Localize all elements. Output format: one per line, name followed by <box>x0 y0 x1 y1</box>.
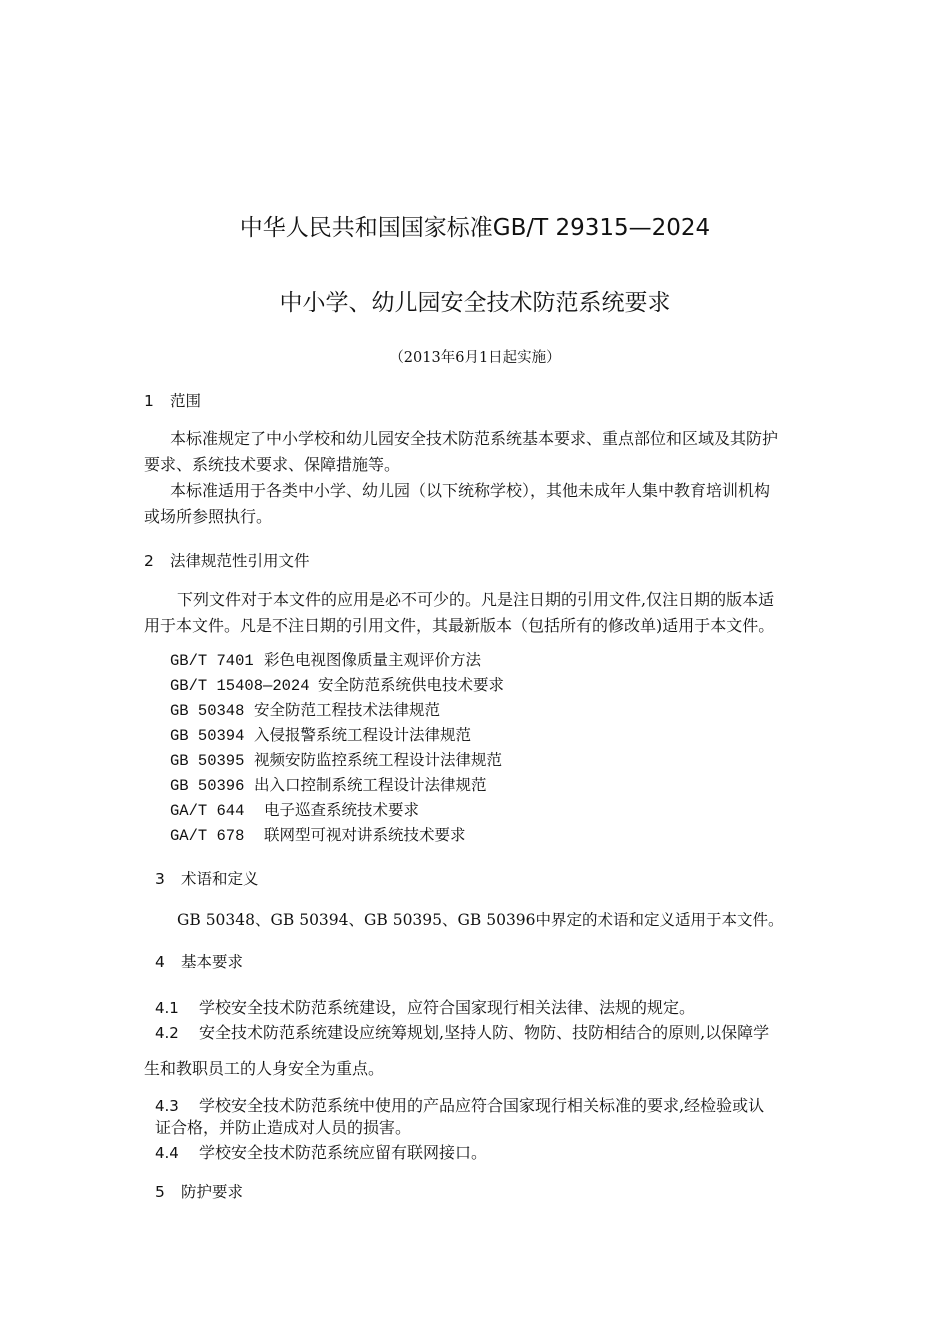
reference-item <box>170 648 481 670</box>
clause-text: 学校安全技术防范系统中使用的产品应符合国家现行相关标准的要求,经检验或认 <box>199 1096 765 1115</box>
clause-text: 学校安全技术防范系统建设，应符合国家现行相关法律、法规的规定。 <box>199 998 696 1017</box>
clause-text: 安全技术防范系统建设应统筹规划,坚持人防、物防、技防相结合的原则,以保障学 <box>199 1023 770 1042</box>
terms-definitions-text: GB 50348、GB 50394、GB 50395、GB 50396中界定的术语和定义适用于本文件。 <box>177 911 784 929</box>
reference-title: 安全防范系统供电技术要求 <box>318 676 505 694</box>
scope-paragraph-2 <box>144 478 809 530</box>
section-number: 5 <box>155 1183 165 1201</box>
paragraph-line: 本标准规定了中小学校和幼儿园安全技术防范系统基本要求、重点部位和区域及其防护 <box>170 429 779 448</box>
reference-item <box>170 748 502 770</box>
reference-title: 电子巡查系统技术要求 <box>264 801 420 819</box>
document-subtitle: 中小学、幼儿园安全技术防范系统要求 <box>279 290 671 316</box>
section-title: 法律规范性引用文件 <box>170 552 310 570</box>
effective-date: （2013年6月1日起实施） <box>389 350 561 366</box>
reference-title: 入侵报警系统工程设计法律规范 <box>254 726 472 744</box>
paragraph-line: 本标准适用于各类中小学、幼儿园（以下统称学校），其他未成年人集中教育培训机构 <box>170 481 771 500</box>
clause-number: 4.2 <box>155 1024 179 1042</box>
section-number: 1 <box>144 392 154 410</box>
reference-code: GB/T 15408—2024 <box>170 677 310 695</box>
section-heading-2 <box>144 549 310 571</box>
clause-4-3-continuation: 证合格，并防止造成对人员的损害。 <box>155 1118 412 1137</box>
section-heading-5 <box>155 1180 243 1202</box>
reference-item <box>170 723 471 745</box>
reference-item <box>170 798 419 820</box>
reference-code: GB/T 7401 <box>170 652 254 670</box>
section-title: 范围 <box>170 392 202 410</box>
section-heading-1 <box>144 389 201 411</box>
paragraph-line: 用于本文件。凡是不注日期的引用文件，其最新版本（包括所有的修改单)适用于本文件。 <box>144 616 775 635</box>
section-heading-3 <box>155 867 259 889</box>
reference-title: 出入口控制系统工程设计法律规范 <box>254 776 487 794</box>
clause-4-4 <box>155 1140 487 1163</box>
reference-title: 彩色电视图像质量主观评价方法 <box>264 651 482 669</box>
clause-number: 4.4 <box>155 1144 179 1162</box>
section-number: 3 <box>155 870 165 888</box>
scope-paragraph-1 <box>144 426 809 478</box>
section-heading-4 <box>155 950 243 972</box>
clause-number: 4.3 <box>155 1097 179 1115</box>
reference-item <box>170 773 487 795</box>
clause-text: 学校安全技术防范系统应留有联网接口。 <box>199 1143 488 1162</box>
paragraph-line: 要求、系统技术要求、保障措施等。 <box>144 455 401 474</box>
reference-code: GA/T 644 <box>170 802 245 820</box>
reference-item <box>170 823 466 845</box>
section-title: 基本要求 <box>181 953 244 971</box>
reference-item <box>170 673 504 695</box>
section-number: 4 <box>155 953 165 971</box>
reference-item <box>170 698 440 720</box>
clause-4-2-continuation: 生和教职员工的人身安全为重点。 <box>144 1059 385 1078</box>
reference-title: 视频安防监控系统工程设计法律规范 <box>254 751 503 769</box>
references-intro <box>144 587 809 639</box>
paragraph-line: 下列文件对于本文件的应用是必不可少的。凡是注日期的引用文件,仅注日期的版本适 <box>177 590 775 609</box>
reference-title: 联网型可视对讲系统技术要求 <box>264 826 466 844</box>
paragraph-line: 或场所参照执行。 <box>144 507 273 526</box>
clause-number: 4.1 <box>155 999 179 1017</box>
clause-4-3 <box>155 1093 764 1116</box>
reference-code: GB 50348 <box>170 702 245 720</box>
section-title: 防护要求 <box>181 1183 244 1201</box>
document-title: 中华人民共和国国家标准GB/T 29315—2024 <box>239 215 711 241</box>
clause-4-1 <box>155 995 695 1018</box>
reference-code: GB 50396 <box>170 777 245 795</box>
reference-code: GB 50394 <box>170 727 245 745</box>
reference-title: 安全防范工程技术法律规范 <box>254 701 441 719</box>
reference-code: GA/T 678 <box>170 827 245 845</box>
reference-code: GB 50395 <box>170 752 245 770</box>
clause-4-2 <box>155 1020 769 1043</box>
section-title: 术语和定义 <box>181 870 259 888</box>
section-number: 2 <box>144 552 154 570</box>
